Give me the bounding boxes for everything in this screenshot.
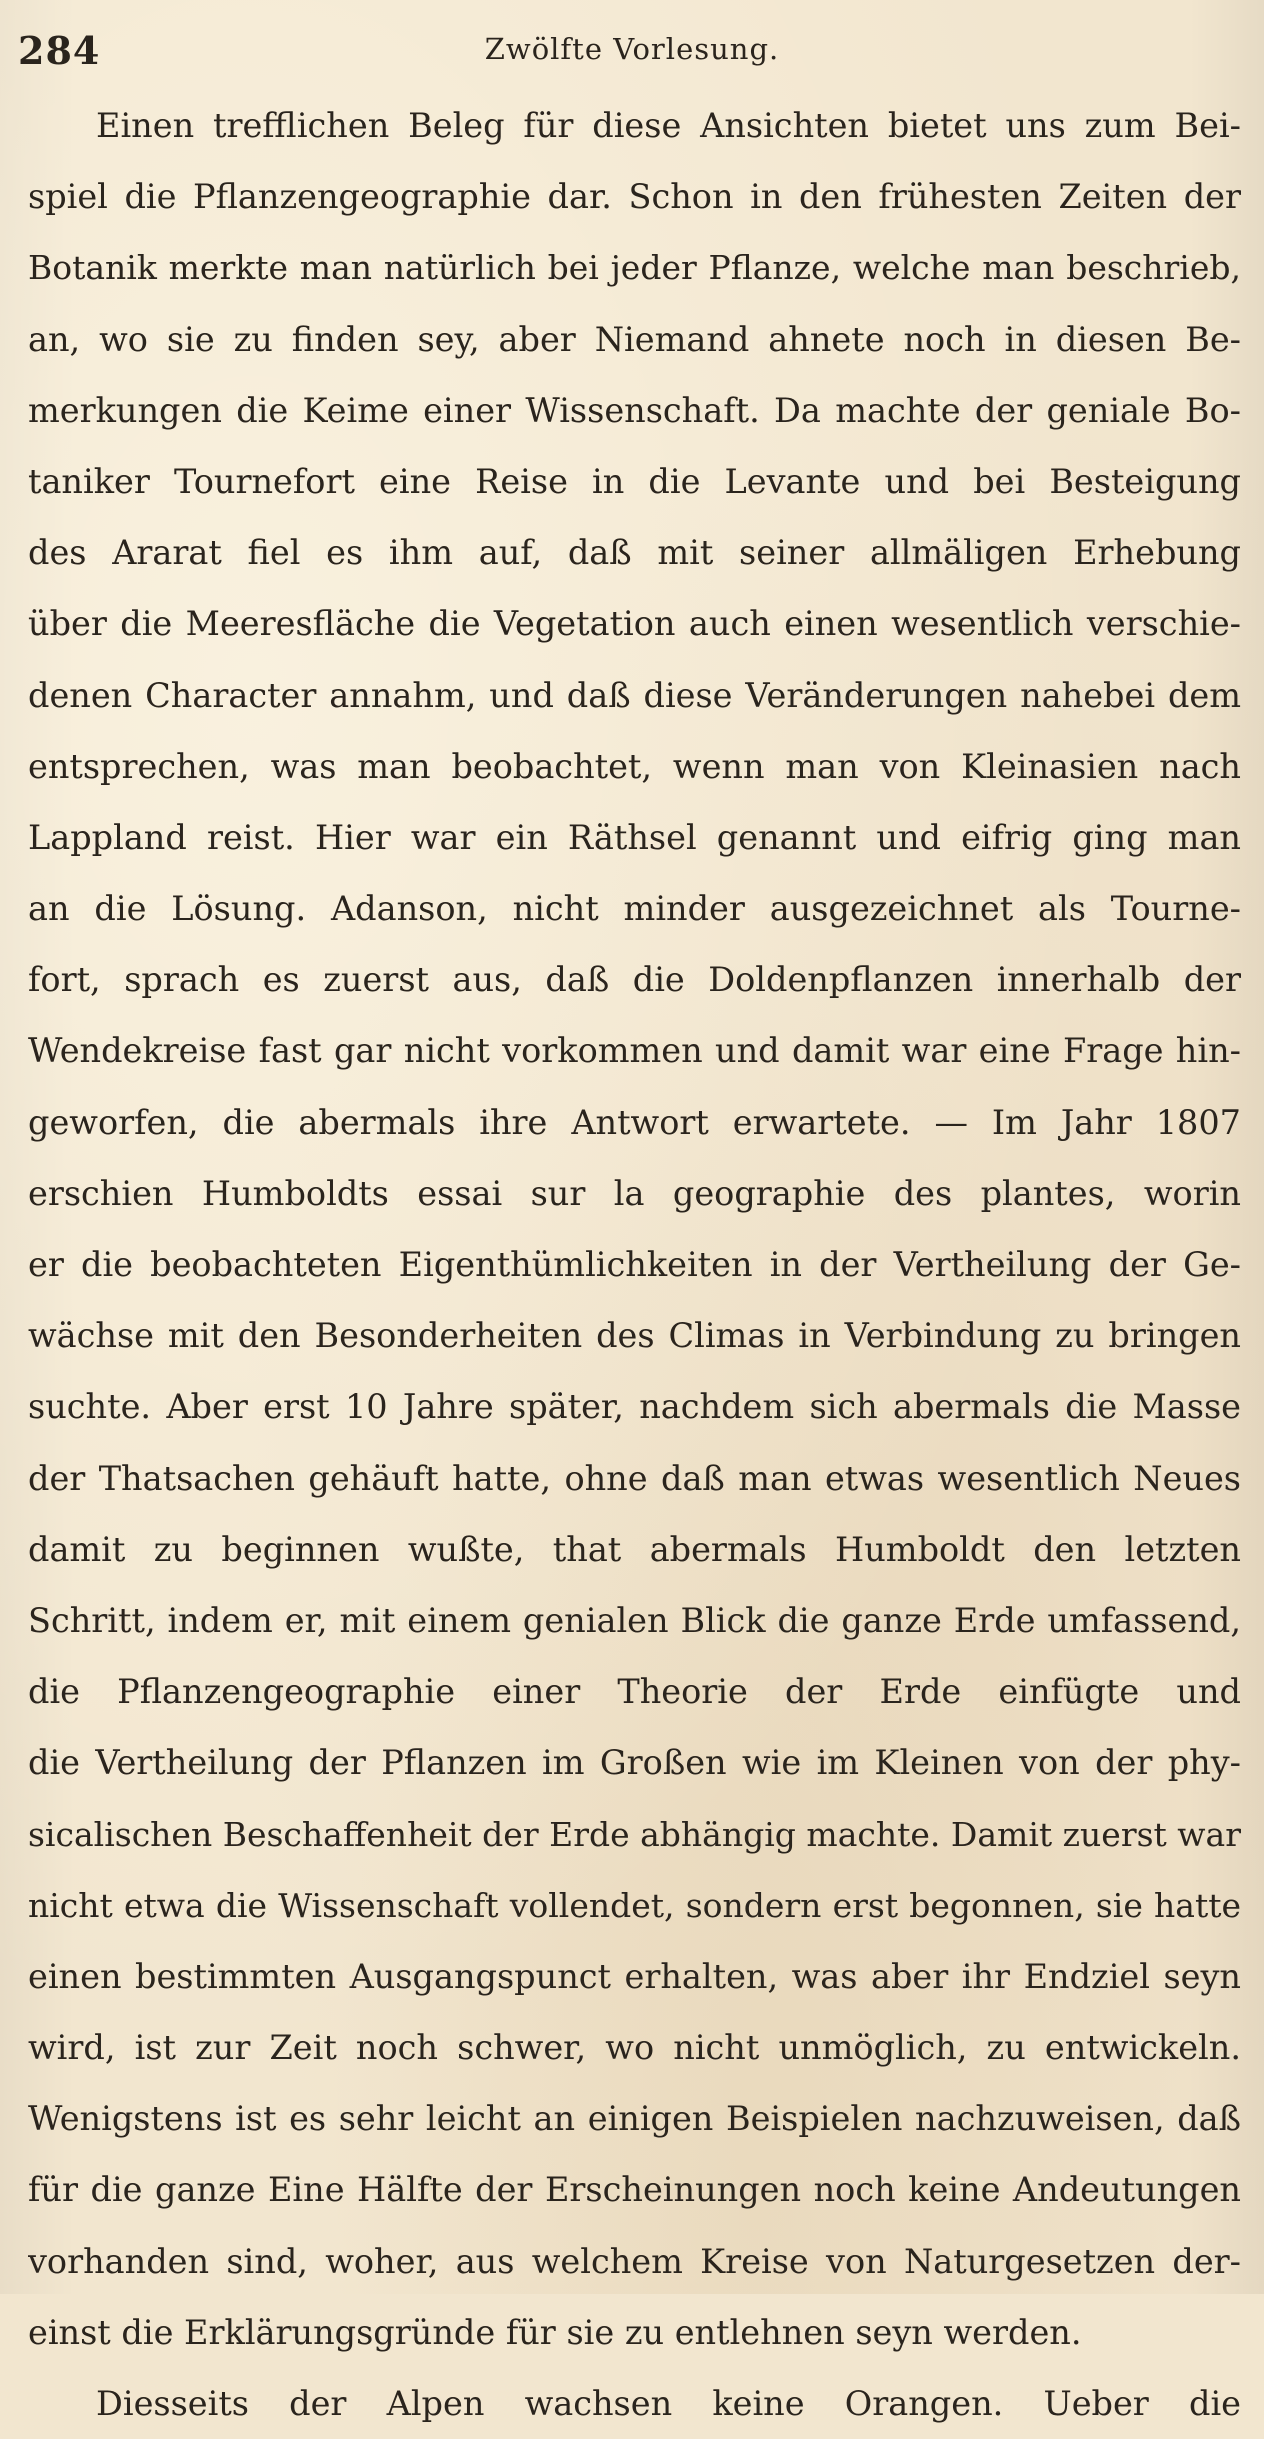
text-line: Botanik merkte man natürlich bei jeder Pflanze, welche man beschrieb, xyxy=(28,248,1241,288)
text-line: entsprechen, was man beobachtet, wenn man von Kleinasien nach xyxy=(28,746,1241,786)
page-number: 284 xyxy=(18,28,101,73)
text-line: fort, sprach es zuerst aus, daß die Doldenpflanzen innerhalb der xyxy=(28,960,1241,1000)
text-line: an die Lösung. Adanson, nicht minder ausgezeichnet als Tourne- xyxy=(28,889,1241,929)
text-line: damit zu beginnen wußte, that abermals Humboldt den letzten xyxy=(28,1529,1241,1569)
text-line: über die Meeresfläche die Vegetation auch einen wesentlich verschie- xyxy=(28,604,1241,644)
text-line: vorhanden sind, woher, aus welchem Kreise von Naturgesetzen der- xyxy=(28,2241,1241,2281)
text-line: einst die Erklärungsgründe für sie zu entlehnen seyn werden. xyxy=(28,2312,1082,2352)
text-line: Lappland reist. Hier war ein Räthsel genannt und eifrig ging man xyxy=(28,817,1241,857)
text-line: wächse mit den Besonderheiten des Climas in Verbindung zu bringen xyxy=(28,1316,1241,1356)
text-line: spiel die Pflanzengeographie dar. Schon in den frühesten Zeiten der xyxy=(28,177,1241,217)
text-line: taniker Tournefort eine Reise in die Levante und bei Besteigung xyxy=(28,461,1241,501)
text-line: Einen trefflichen Beleg für diese Ansichten bietet uns zum Bei- xyxy=(96,106,1241,145)
text-line: suchte. Aber erst 10 Jahre später, nachdem sich abermals die Masse xyxy=(28,1387,1241,1427)
text-line: Wendekreise fast gar nicht vorkommen und damit war eine Frage hin- xyxy=(28,1031,1241,1071)
text-line: der Thatsachen gehäuft hatte, ohne daß man etwas wesentlich Neues xyxy=(28,1458,1241,1498)
text-line: Diesseits der Alpen wachsen keine Orangen. Ueber die xyxy=(96,2384,1241,2423)
text-line: an, wo sie zu finden sey, aber Niemand ahnete noch in diesen Be- xyxy=(28,319,1241,359)
running-head: Zwölfte Vorlesung. xyxy=(484,32,780,66)
text-line: er die beobachteten Eigenthümlichkeiten in der Vertheilung der Ge- xyxy=(28,1245,1241,1284)
text-line: des Ararat fiel es ihm auf, daß mit seiner allmäligen Erhebung xyxy=(28,533,1241,573)
text-line: für die ganze Eine Hälfte der Erscheinungen noch keine Andeutungen xyxy=(28,2170,1241,2210)
text-line: denen Character annahm, und daß diese Veränderungen nahebei dem xyxy=(28,675,1241,715)
body-text xyxy=(28,90,1241,2439)
text-line: Wenigstens ist es sehr leicht an einigen Beispielen nachzuweisen, daß xyxy=(28,2099,1241,2139)
text-line: sicalischen Beschaffenheit der Erde abhängig machte. Damit zuerst war xyxy=(28,1814,1241,1854)
text-line: einen bestimmten Ausgangspunct erhalten, was aber ihr Endziel seyn xyxy=(28,1956,1241,1996)
text-line: geworfen, die abermals ihre Antwort erwartete. — Im Jahr 1807 xyxy=(28,1102,1241,1142)
text-line: erschien Humboldts essai sur la geographie des plantes, worin xyxy=(28,1173,1241,1213)
text-line: nicht etwa die Wissenschaft vollendet, sondern erst begonnen, sie hatte xyxy=(28,1885,1241,1925)
text-line: wird, ist zur Zeit noch schwer, wo nicht unmöglich, zu entwickeln. xyxy=(28,2028,1241,2068)
text-line: die Pflanzengeographie einer Theorie der Erde einfügte und xyxy=(28,1672,1241,1712)
text-line: merkungen die Keime einer Wissenschaft. Da machte der geniale Bo- xyxy=(28,390,1241,430)
page-header xyxy=(18,28,1246,80)
text-line: die Vertheilung der Pflanzen im Großen wie im Kleinen von der phy- xyxy=(28,1743,1241,1783)
text-line: Schritt, indem er, mit einem genialen Blick die ganze Erde umfassend, xyxy=(28,1600,1241,1640)
